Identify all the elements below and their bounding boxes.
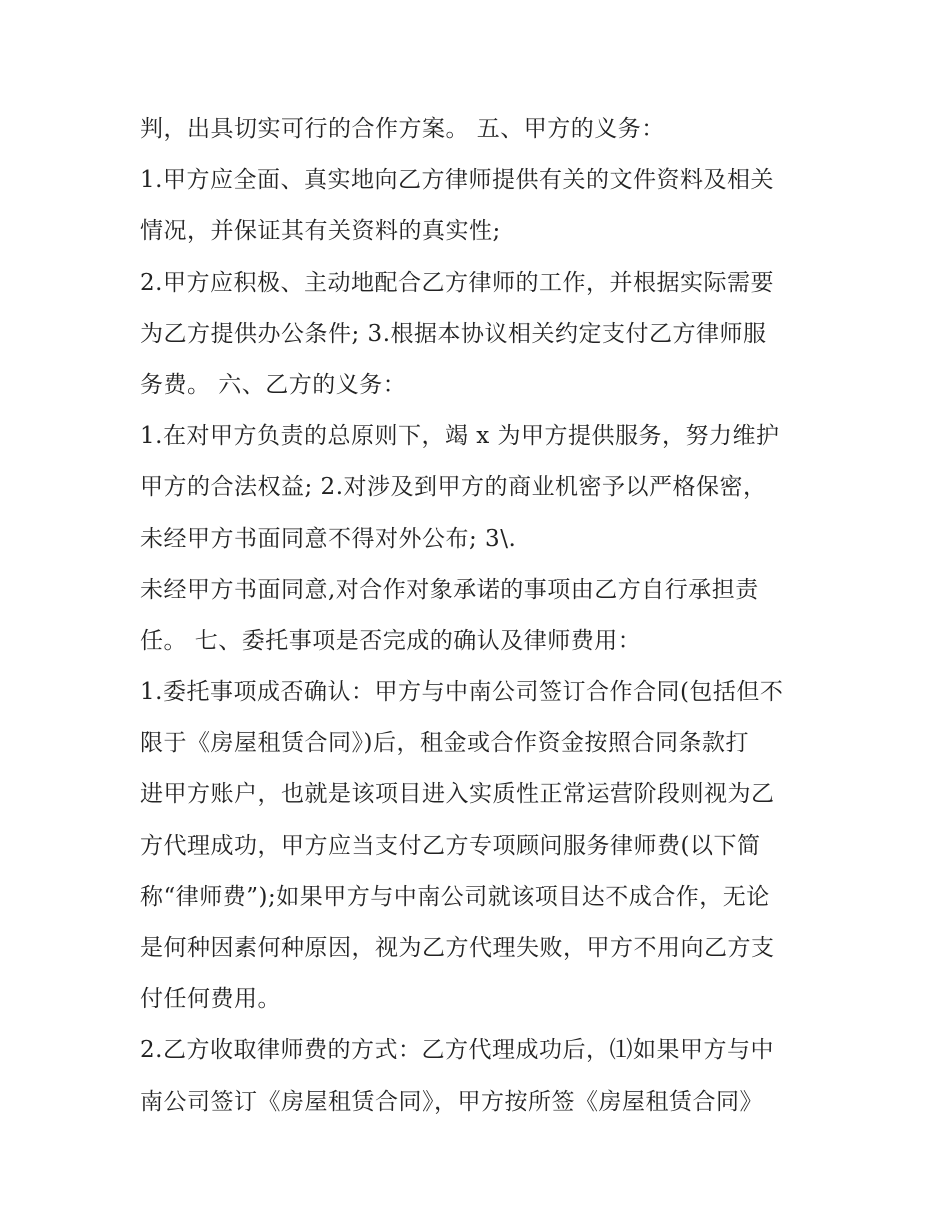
text-line: 1.委托事项成否确认：甲方与中南公司签订合作合同(包括但不 [140,679,784,706]
text-line: 判，出具切实可行的合作方案。 五、甲方的义务： [140,116,665,142]
text-line: 2.甲方应积极、主动地配合乙方律师的工作，并根据实际需要 [140,269,774,296]
text-line: 任。 七、委托事项是否完成的确认及律师费用： [140,627,642,654]
text-line: 进甲方账户，也就是该项目进入实质性正常运营阶段则视为乙 [140,781,775,808]
text-line: 称“律师费”);如果甲方与中南公司就该项目达不成合作，无论 [140,883,770,910]
text-line: 1.甲方应全面、真实地向乙方律师提供有关的文件资料及相关 [140,167,774,194]
document-body [140,104,830,1128]
text-line: 务费。 六、乙方的义务： [140,371,407,398]
text-line: 限于《房屋租赁合同》)后，租金或合作资金按照合同条款打 [140,730,749,757]
text-line: 南公司签订《房屋租赁合同》，甲方按所签《房屋租赁合同》 [140,1088,763,1115]
text-line: 2.乙方收取律师费的方式：乙方代理成功后，⑴如果甲方与中 [140,1037,774,1064]
text-line: 未经甲方书面同意不得对外公布; 3\. [140,525,517,552]
text-line: 未经甲方书面同意,对合作对象承诺的事项由乙方自行承担责 [140,576,759,603]
text-line: 是何种因素何种原因，视为乙方代理失败，甲方不用向乙方支 [140,935,775,961]
text-line: 为乙方提供办公条件; 3.根据本协议相关约定支付乙方律师服 [140,320,767,347]
text-line: 方代理成功，甲方应当支付乙方专项顾问服务律师费(以下简 [140,832,761,859]
text-line: 情况，并保证其有关资料的真实性; [140,218,501,245]
text-line: 付任何费用。 [140,986,281,1013]
text-line: 1.在对甲方负责的总原则下，竭 x 为甲方提供服务，努力维护 [140,423,780,450]
text-line: 甲方的合法权益; 2.对涉及到甲方的商业机密予以严格保密， [140,474,767,501]
